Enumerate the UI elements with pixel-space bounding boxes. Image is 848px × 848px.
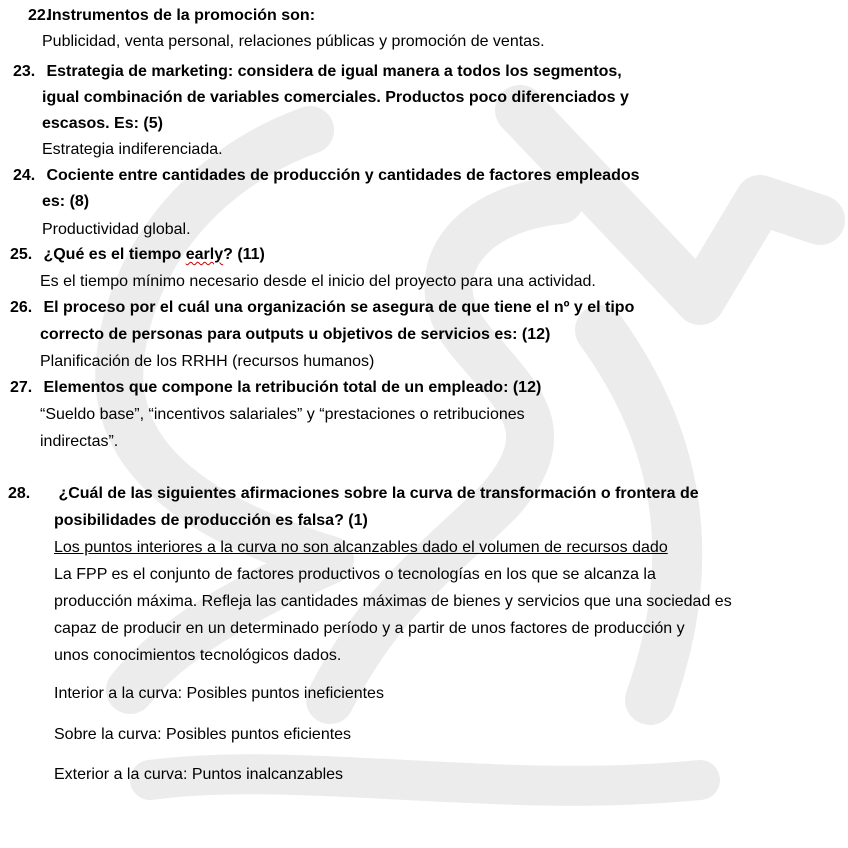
answer-26: Planificación de los RRHH (recursos humanos) bbox=[40, 353, 375, 370]
question-24 bbox=[13, 166, 640, 186]
question-27 bbox=[10, 378, 541, 398]
explanation-line-1: La FPP es el conjunto de factores productivos o tecnologías en los que se alcanza la bbox=[54, 566, 656, 583]
question-number: 23. bbox=[13, 63, 36, 80]
question-number: 28. bbox=[8, 485, 31, 502]
point-on-curve: Sobre la curva: Posibles puntos eficientes bbox=[54, 726, 352, 743]
question-28 bbox=[8, 484, 699, 504]
explanation-line-4: unos conocimientos tecnológicos dados. bbox=[54, 647, 342, 664]
answer-22: Publicidad, venta personal, relaciones públicas y promoción de ventas. bbox=[42, 33, 545, 50]
question-text: ¿Cuál de las siguientes afirmaciones sobre la curva de transformación o frontera de bbox=[58, 485, 699, 502]
answer-27-line-2: indirectas”. bbox=[40, 433, 119, 450]
question-24-line-2: es: (8) bbox=[42, 193, 90, 210]
question-text: Estrategia de marketing: considera de igual manera a todos los segmentos, bbox=[46, 63, 622, 80]
question-23-line-3: escasos. Es: (5) bbox=[42, 115, 163, 132]
point-exterior: Exterior a la curva: Puntos inalcanzables bbox=[54, 766, 344, 783]
answer-23: Estrategia indiferenciada. bbox=[42, 141, 223, 158]
answer-24: Productividad global. bbox=[42, 221, 191, 238]
question-22 bbox=[28, 6, 315, 26]
question-text: Elementos que compone la retribución total de un empleado: (12) bbox=[43, 379, 542, 396]
question-number: 27. bbox=[10, 379, 33, 396]
question-text: Cociente entre cantidades de producción y cantidades de factores empleados bbox=[46, 167, 640, 184]
answer-28: Los puntos interiores a la curva no son alcanzables dado el volumen de recursos dado bbox=[54, 539, 668, 556]
answer-27: “Sueldo base”, “incentivos salariales” y “prestaciones o retribuciones bbox=[40, 406, 525, 423]
answer-25: Es el tiempo mínimo necesario desde el inicio del proyecto para una actividad. bbox=[40, 273, 596, 290]
question-number: 24. bbox=[13, 167, 36, 184]
question-number: 22. bbox=[28, 7, 51, 24]
question-text-start: ¿Qué es el tiempo bbox=[43, 246, 186, 263]
question-text: El proceso por el cuál una organización se asegura de que tiene el nº y el tipo bbox=[43, 299, 635, 316]
explanation-line-3: capaz de producir en un determinado período y a partir de unos factores de producción y bbox=[54, 620, 685, 637]
explanation-line-2: producción máxima. Refleja las cantidades máximas de bienes y servicios que una sociedad es bbox=[54, 593, 732, 610]
spellcheck-word: early bbox=[185, 246, 224, 263]
question-26-line-2: correcto de personas para outputs u objetivos de servicios es: (12) bbox=[40, 326, 551, 343]
question-26 bbox=[10, 298, 634, 318]
question-23 bbox=[13, 62, 622, 82]
question-28-line-2: posibilidades de producción es falsa? (1) bbox=[54, 512, 368, 529]
point-interior: Interior a la curva: Posibles puntos ineficientes bbox=[54, 685, 384, 702]
question-number: 25. bbox=[10, 246, 33, 263]
question-25 bbox=[10, 245, 265, 265]
question-23-line-2: igual combinación de variables comerciales. Productos poco diferenciados y bbox=[42, 89, 629, 106]
question-text: Instrumentos de la promoción son: bbox=[47, 7, 316, 24]
question-text-end: ? (11) bbox=[223, 246, 265, 263]
question-number: 26. bbox=[10, 299, 33, 316]
